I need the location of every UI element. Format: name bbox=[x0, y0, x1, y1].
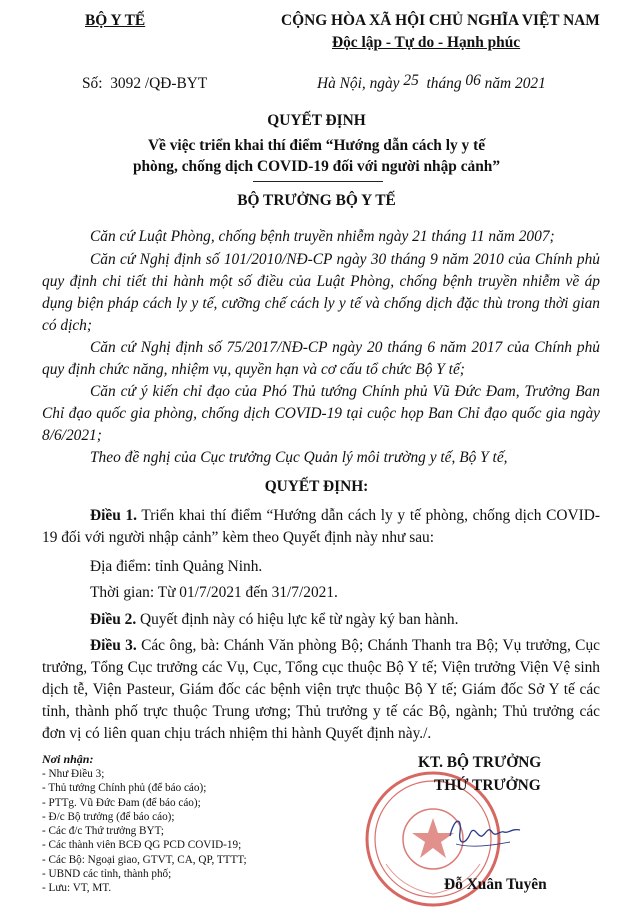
handwritten-signature-icon bbox=[440, 808, 530, 858]
article-2-text: Quyết định này có hiệu lực kể từ ngày ký ban hành. bbox=[136, 611, 459, 628]
preamble-4: Căn cứ ý kiến chỉ đạo của Phó Thủ tướng Chính phủ Vũ Đức Đam, Trưởng Ban Chỉ đạo quốc gia phòng, chống dịch COVID-19 tại cuộc họp Ban Chỉ đạo quốc gia ngày 8/6/2021; bbox=[42, 383, 600, 444]
recipient-item: - PTTg. Vũ Đức Đam (để báo cáo); bbox=[42, 796, 201, 809]
title-divider bbox=[253, 181, 383, 182]
national-motto: Độc lập - Tự do - Hạnh phúc bbox=[332, 34, 521, 51]
number-prefix: Số: bbox=[82, 75, 103, 92]
article-1-location: Địa điểm: tỉnh Quảng Ninh. bbox=[90, 558, 263, 575]
document-type: QUYẾT ĐỊNH bbox=[267, 112, 366, 129]
document-number bbox=[82, 75, 207, 93]
preamble-3: Căn cứ Nghị định số 75/2017/NĐ-CP ngày 20 tháng 6 năm 2017 của Chính phủ quy định chức năng, nhiệm vụ, quyền hạn và cơ cấu tổ chức Bộ Y tế; bbox=[42, 339, 600, 378]
date-prefix: Hà Nội, ngày bbox=[317, 75, 400, 92]
recipient-item: - Như Điều 3; bbox=[42, 768, 105, 780]
number-value: 3092 bbox=[110, 75, 142, 92]
preamble-1: Căn cứ Luật Phòng, chống bệnh truyền nhiễm ngày 21 tháng 11 năm 2007; bbox=[90, 228, 555, 245]
date-month: 06 bbox=[465, 72, 481, 89]
preamble-5: Theo đề nghị của Cục trưởng Cục Quản lý môi trường y tế, Bộ Y tế, bbox=[90, 449, 508, 466]
recipient-item: - UBND các tỉnh, thành phố; bbox=[42, 868, 172, 881]
number-suffix: /QĐ-BYT bbox=[144, 75, 208, 92]
article-2 bbox=[42, 609, 600, 631]
decision-heading: QUYẾT ĐỊNH: bbox=[264, 478, 369, 495]
document-date bbox=[317, 72, 546, 93]
article-1-text: Triển khai thí điểm “Hướng dẫn cách ly y tế phòng, chống dịch COVID-19 đối với người nhập cảnh” kèm theo Quyết định này như sau: bbox=[42, 507, 600, 546]
recipient-item: - Các Bộ: Ngoại giao, GTVT, CA, QP, TTTT; bbox=[42, 853, 247, 866]
recipient-item: - Các đ/c Thứ trưởng BYT; bbox=[42, 825, 164, 838]
year-label: năm 2021 bbox=[484, 75, 546, 92]
month-label: tháng bbox=[426, 75, 462, 92]
signature-title-1: KT. BỘ TRƯỞNG bbox=[418, 754, 542, 771]
issuing-authority: BỘ TRƯỞNG BỘ Y TẾ bbox=[237, 192, 396, 209]
recipient-item: - Thủ tướng Chính phủ (để báo cáo); bbox=[42, 782, 207, 795]
signer-name: Đỗ Xuân Tuyên bbox=[444, 876, 547, 893]
article-3 bbox=[42, 635, 600, 745]
date-day: 25 bbox=[403, 72, 419, 89]
article-1 bbox=[42, 505, 600, 549]
recipient-item: - Các thành viên BCĐ QG PCD COVID-19; bbox=[42, 839, 242, 852]
subject-line-1: Về việc triển khai thí điểm “Hướng dẫn cách ly y tế bbox=[147, 137, 486, 154]
subject-line-2: phòng, chống dịch COVID-19 đối với người nhập cảnh” bbox=[132, 158, 501, 175]
recipients-title: Nơi nhận: bbox=[42, 752, 94, 766]
article-3-label: Điều 3. bbox=[90, 637, 137, 654]
recipients-list bbox=[42, 767, 247, 896]
article-3-text: Các ông, bà: Chánh Văn phòng Bộ; Chánh Thanh tra Bộ; Vụ trưởng, Cục trưởng, Tổng Cục trưởng các Vụ, Cục, Tổng cục thuộc Bộ Y tế; Viện trưởng Viện Vệ sinh dịch tễ, Viện Pasteur, Giám đốc các bệnh viện trực thuộc Bộ Y tế; Giám đốc Sở Y tế các tỉnh, thành phố trực thuộc Trung ương; Thủ trưởng y tế các Bộ, ngành; Thủ trưởng các đơn vị có liên quan chịu trách nhiệm thi hành Quyết định này./. bbox=[42, 637, 600, 742]
country-name: CỘNG HÒA XÃ HỘI CHỦ NGHĨA VIỆT NAM bbox=[281, 12, 600, 29]
signature-title-2: THỨ TRƯỞNG bbox=[434, 777, 541, 794]
article-2-label: Điều 2. bbox=[90, 611, 137, 628]
recipient-item: - Đ/c Bộ trưởng (để báo cáo); bbox=[42, 810, 175, 823]
recipient-item: - Lưu: VT, MT. bbox=[42, 882, 112, 895]
agency-name: BỘ Y TẾ bbox=[85, 12, 146, 29]
article-1-period: Thời gian: Từ 01/7/2021 đến 31/7/2021. bbox=[90, 584, 338, 601]
preamble-2: Căn cứ Nghị định số 101/2010/NĐ-CP ngày 30 tháng 9 năm 2010 của Chính phủ quy định chi tiết thi hành một số điều của Luật Phòng, chống bệnh truyền nhiễm về áp dụng biện pháp cách ly y tế, cưỡng chế cách ly y tế và chống dịch đặc thù trong thời gian có dịch; bbox=[42, 251, 600, 334]
article-1-label: Điều 1. bbox=[90, 507, 138, 524]
